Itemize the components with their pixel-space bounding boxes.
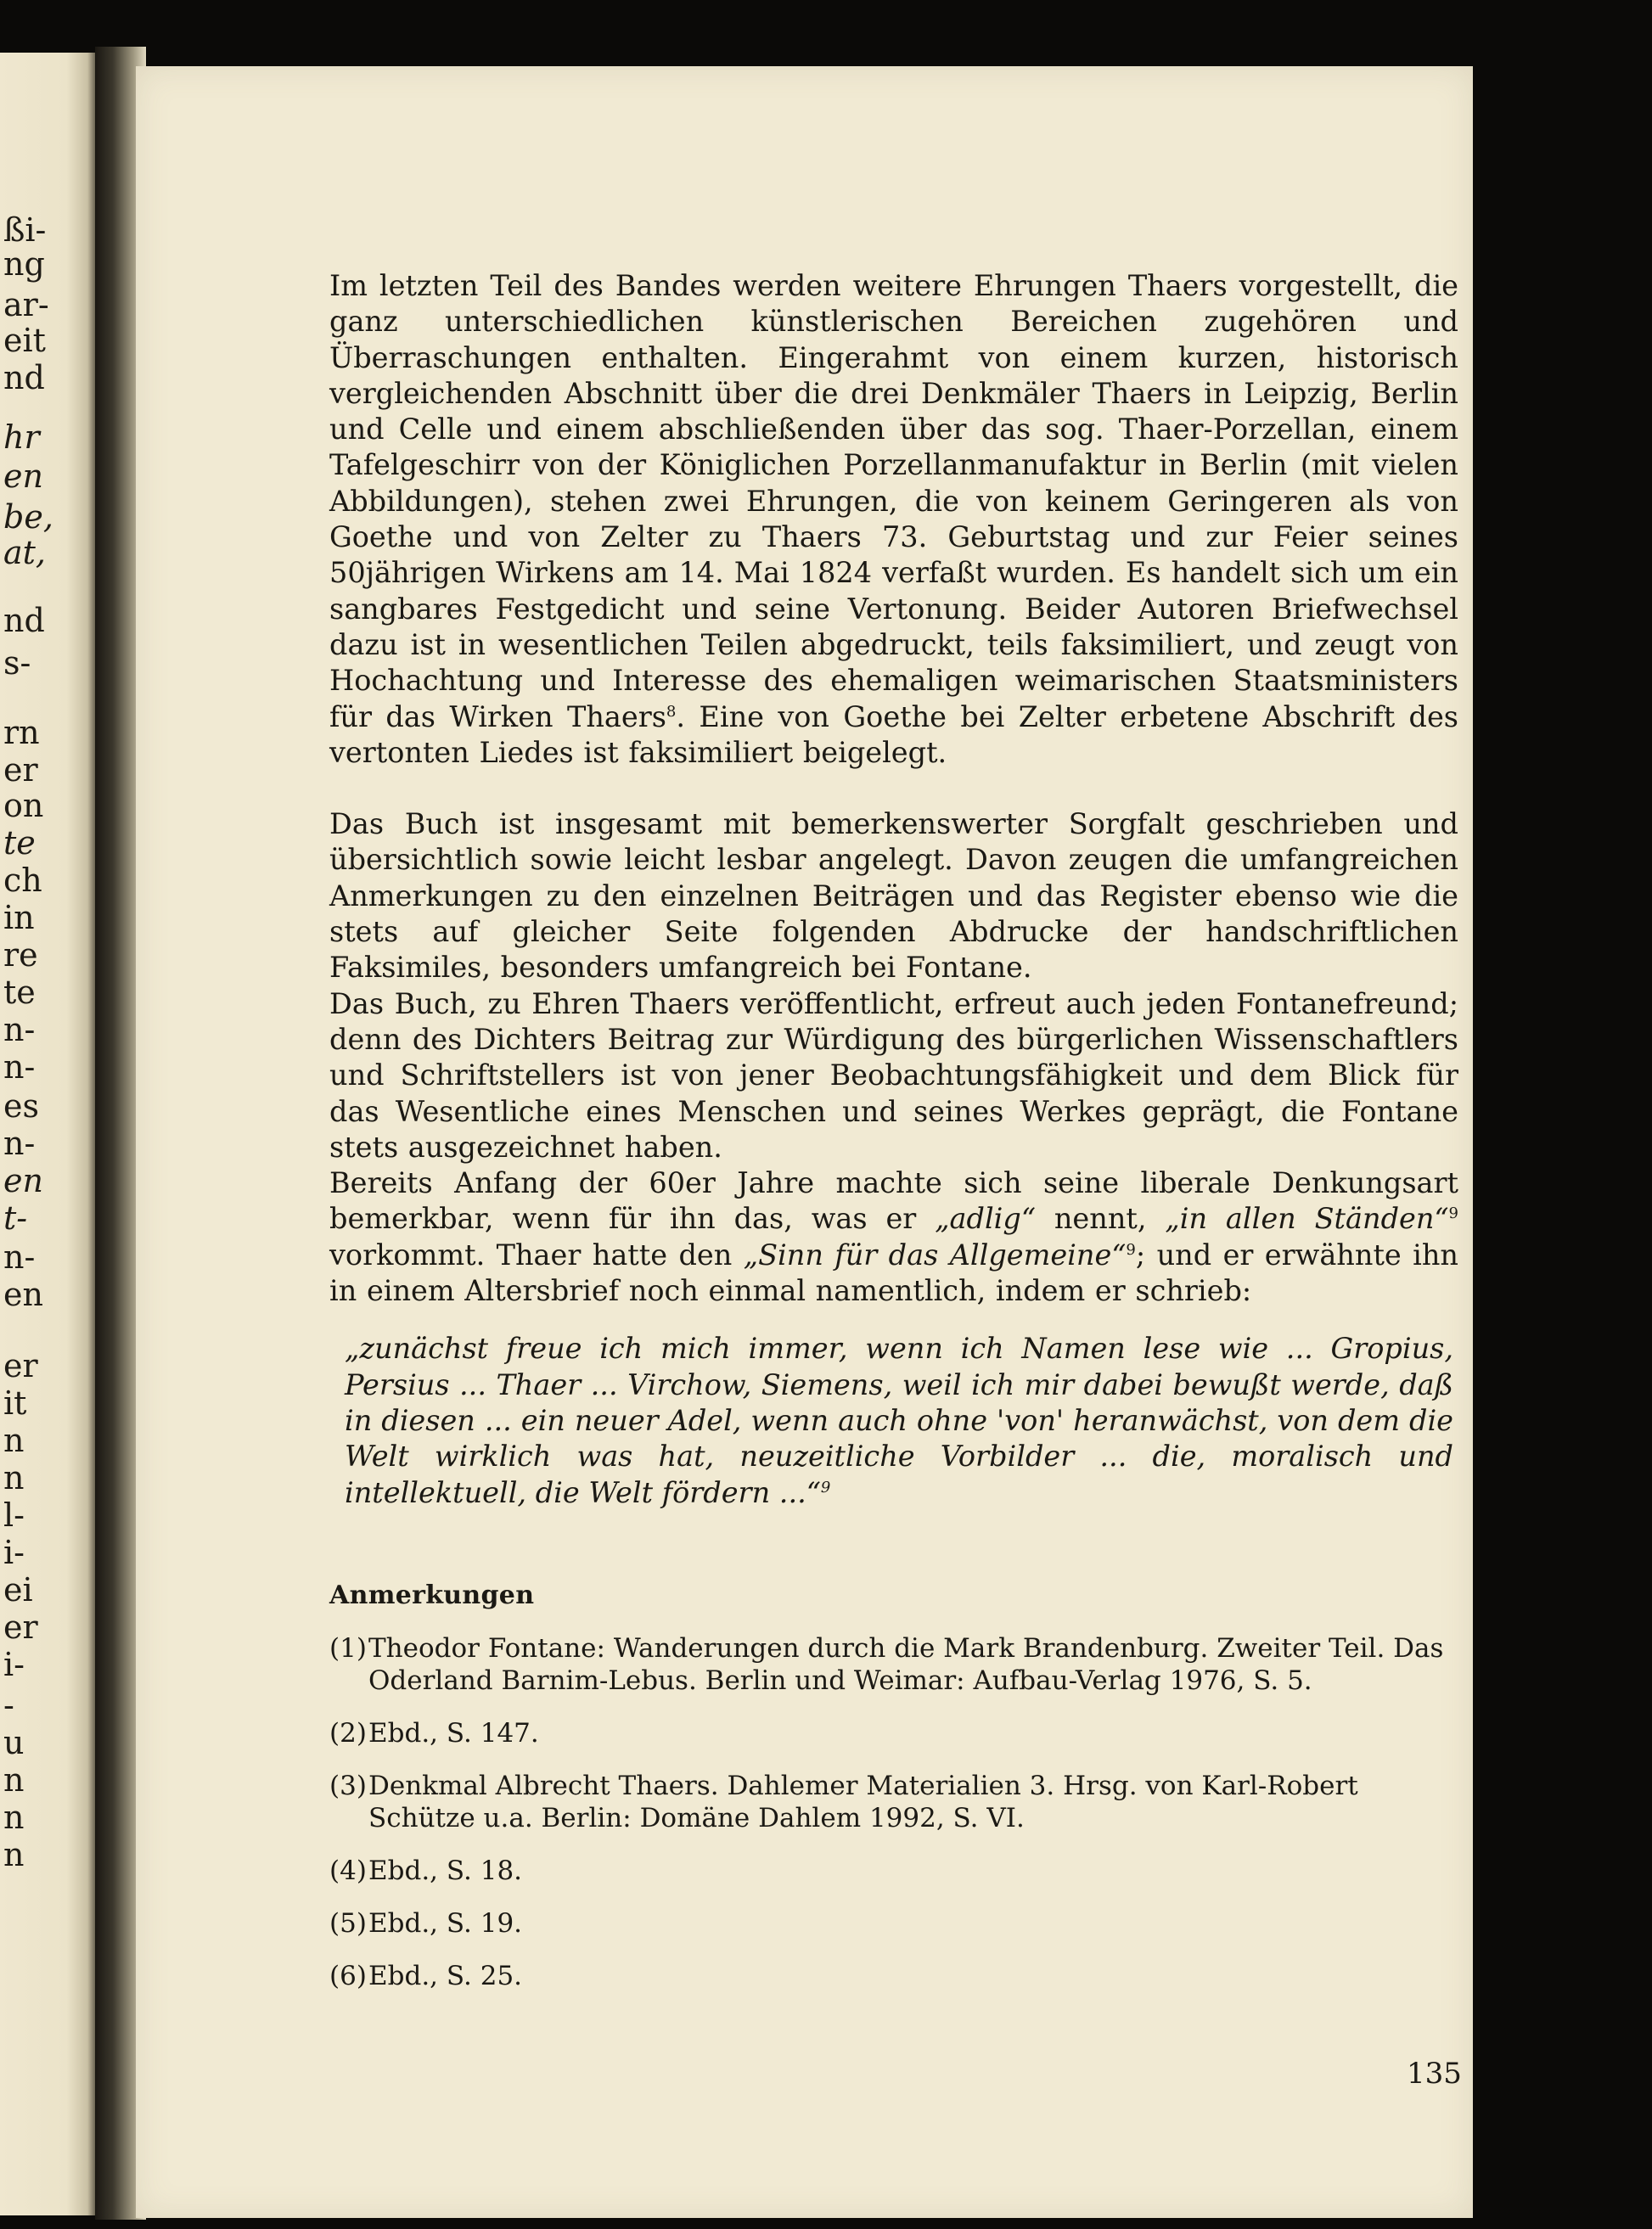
- note-item: [329, 1855, 1458, 1887]
- left-page-fragment: ei: [3, 1571, 33, 1609]
- note-item: [329, 1770, 1458, 1834]
- notes-list: [329, 1632, 1458, 1992]
- left-page-fragment: te: [3, 974, 36, 1011]
- footnote-ref: 9: [820, 1478, 831, 1496]
- paragraph-ehrungen: [329, 268, 1458, 771]
- paragraph-ehrungen-text: Im letzten Teil des Bandes werden weitere Ehrungen Thaers vorgestellt, die ganz unterschiedlichen künstlerischen Bereichen zugehören und Überraschungen enthalten. Eingerahmt von einem kurzen, historisch vergleichenden Abschnitt über die drei Denkmäler Thaers in Leipzig, Berlin und Celle und einem abschließenden über das sog. Thaer-Porzellan, einem Tafelgeschirr von der Königlichen Porzellanmanufaktur in Berlin (mit vielen Abbildungen), stehen zwei Ehrungen, die von keinem Geringeren als von Goethe und von Zelter zu Thaers 73. Geburtstag und zur Feier seines 50jährigen Wirkens am 14. Mai 1824 verfaßt wurden. Es handelt sich um ein sangbares Festgedicht und seine Vertonung. Beider Autoren Briefwechsel dazu ist in wesentlichen Teilen abgedruckt, teils faksimiliert, und zeugt von Hochachtung und Interesse des ehemaligen weimarischen Staatsministers für das Wirken Thaers: [329, 269, 1458, 733]
- left-page-fragment: in: [3, 899, 35, 936]
- italic-run: „adlig“: [935, 1202, 1036, 1236]
- paragraph-sorgfalt: Das Buch ist insgesamt mit bemerkenswerter Sorgfalt geschrieben und übersichtlich sowie leicht lesbar angelegt. Davon zeugen die umfangreichen Anmerkungen zu den einzelnen Beiträgen und das Register ebenso wie die stets auf gleicher Seite folgenden Abdrucke der handschriftlichen Faksimiles, besonders umfangreich bei Fontane.: [329, 807, 1458, 985]
- left-page-fragment: rn: [3, 714, 40, 751]
- italic-run: „in allen Ständen“: [1165, 1202, 1449, 1236]
- text-run: Bereits Anfang der 60er Jahre machte sich seine liberale Denkungsart bemerkbar, wenn für ihn das, was er: [329, 1166, 1458, 1236]
- previous-page-edge: [0, 53, 95, 2215]
- note-item: [329, 1960, 1458, 1992]
- paragraph-fontanefreund: Das Buch, zu Ehren Thaers veröffentlicht, erfreut auch jeden Fontanefreund; denn des Dichters Beitrag zur Würdigung des bürgerlichen Wissenschaftlers und Schriftstellers ist von jener Beobachtungsfähigkeit und dem Blick für das Wesentliche eines Menschen und seines Werkes geprägt, die Fontane stets ausgezeichnet haben.: [329, 986, 1458, 1164]
- left-page-fragment: u: [3, 1724, 25, 1761]
- left-page-fragment: t-: [3, 1199, 28, 1237]
- notes-heading: Anmerkungen: [329, 1580, 535, 1610]
- book-page: [136, 66, 1473, 2218]
- note-number: (5): [329, 1907, 367, 1939]
- left-page-fragment: es: [3, 1087, 39, 1125]
- left-page-fragment: n: [3, 1836, 25, 1873]
- left-page-fragment: n-: [3, 1011, 36, 1048]
- paragraph-ehrungen-end: . Eine von Goethe bei Zelter erbetene Abschrift des vertonten Liedes ist faksimiliert beigelegt.: [329, 699, 1458, 769]
- note-item: [329, 1717, 1458, 1749]
- left-page-fragment: i-: [3, 1534, 25, 1571]
- left-page-fragment: er: [3, 751, 38, 789]
- left-page-fragment: te: [3, 824, 36, 862]
- left-page-fragment: n: [3, 1422, 25, 1459]
- left-page-fragment: n: [3, 1459, 25, 1496]
- note-item: [329, 1632, 1458, 1697]
- note-text: Ebd., S. 19.: [368, 1907, 523, 1939]
- page-content: [329, 268, 1458, 2013]
- left-page-fragment: n: [3, 1799, 25, 1836]
- left-page-fragment: nd: [3, 359, 45, 396]
- left-page-fragment: ng: [3, 245, 45, 283]
- text-run: vorkommt. Thaer hatte den: [329, 1238, 744, 1272]
- footnote-ref: 9: [1126, 1240, 1136, 1259]
- note-item: [329, 1907, 1458, 1940]
- left-page-fragment: en: [3, 1276, 43, 1313]
- block-quote-text: „zunächst freue ich mich immer, wenn ich Namen lese wie ... Gropius, Persius ... Thaer ... Virchow, Siemens, weil ich mir dabei bewußt werde, daß in diesen ... ein neuer Adel, wenn auch ohne 'von' heranwächst, von dem die Welt wirklich was hat, neuzeitliche Vorbilder ... die, moralisch und intellektuell, die Welt fördern ...“: [345, 1332, 1453, 1509]
- note-text: Ebd., S. 147.: [368, 1717, 539, 1749]
- left-page-fragment: l-: [3, 1496, 25, 1534]
- paragraph-denkungsart: [329, 1165, 1458, 1309]
- note-number: (6): [329, 1960, 367, 1991]
- text-run: nennt,: [1035, 1202, 1166, 1236]
- block-quote: [329, 1331, 1458, 1510]
- left-page-fragment: n-: [3, 1238, 36, 1276]
- left-page-fragment: be,: [3, 498, 53, 536]
- left-page-fragment: n-: [3, 1125, 36, 1162]
- footnote-ref: 8: [666, 702, 677, 721]
- left-page-fragment: at,: [3, 534, 47, 571]
- left-page-fragment: re: [3, 936, 38, 974]
- left-page-fragment: s-: [3, 644, 31, 682]
- italic-run: „Sinn für das Allgemeine“: [743, 1238, 1127, 1272]
- left-page-fragment: er: [3, 1347, 38, 1384]
- left-page-fragment: en: [3, 1162, 43, 1199]
- left-page-fragment: er: [3, 1609, 38, 1646]
- note-number: (3): [329, 1770, 367, 1801]
- text-run: ; und er erwähnte ihn in einem Altersbrief noch einmal namentlich, indem er schrieb:: [329, 1238, 1458, 1308]
- note-text: Ebd., S. 25.: [368, 1960, 523, 1991]
- left-page-fragment: ßi-: [3, 211, 47, 249]
- left-page-fragment: nd: [3, 602, 45, 639]
- left-page-fragment: it: [3, 1384, 27, 1422]
- left-page-fragment: -: [3, 1687, 14, 1724]
- left-page-fragment: on: [3, 787, 44, 824]
- note-text: Theodor Fontane: Wanderungen durch die Mark Brandenburg. Zweiter Teil. Das Oderland Barnim-Lebus. Berlin und Weimar: Aufbau-Verlag 1976, S. 5.: [368, 1632, 1444, 1696]
- note-text: Ebd., S. 18.: [368, 1855, 523, 1886]
- note-number: (2): [329, 1717, 367, 1749]
- left-page-fragment: n-: [3, 1048, 36, 1086]
- left-page-fragment: i-: [3, 1646, 25, 1683]
- left-page-fragment: en: [3, 458, 43, 495]
- note-number: (1): [329, 1632, 367, 1664]
- left-page-fragment: hr: [3, 418, 40, 456]
- note-text: Denkmal Albrecht Thaers. Dahlemer Materialien 3. Hrsg. von Karl-Robert Schütze u.a. Berlin: Domäne Dahlem 1992, S. VI.: [368, 1770, 1358, 1833]
- page-number: 135: [1407, 2057, 1462, 2091]
- footnote-ref: 9: [1448, 1204, 1458, 1223]
- left-page-fragment: n: [3, 1761, 25, 1799]
- left-page-fragment: ch: [3, 862, 42, 899]
- left-page-fragment: eit: [3, 322, 46, 359]
- note-number: (4): [329, 1855, 367, 1886]
- left-page-fragment: ar-: [3, 286, 49, 323]
